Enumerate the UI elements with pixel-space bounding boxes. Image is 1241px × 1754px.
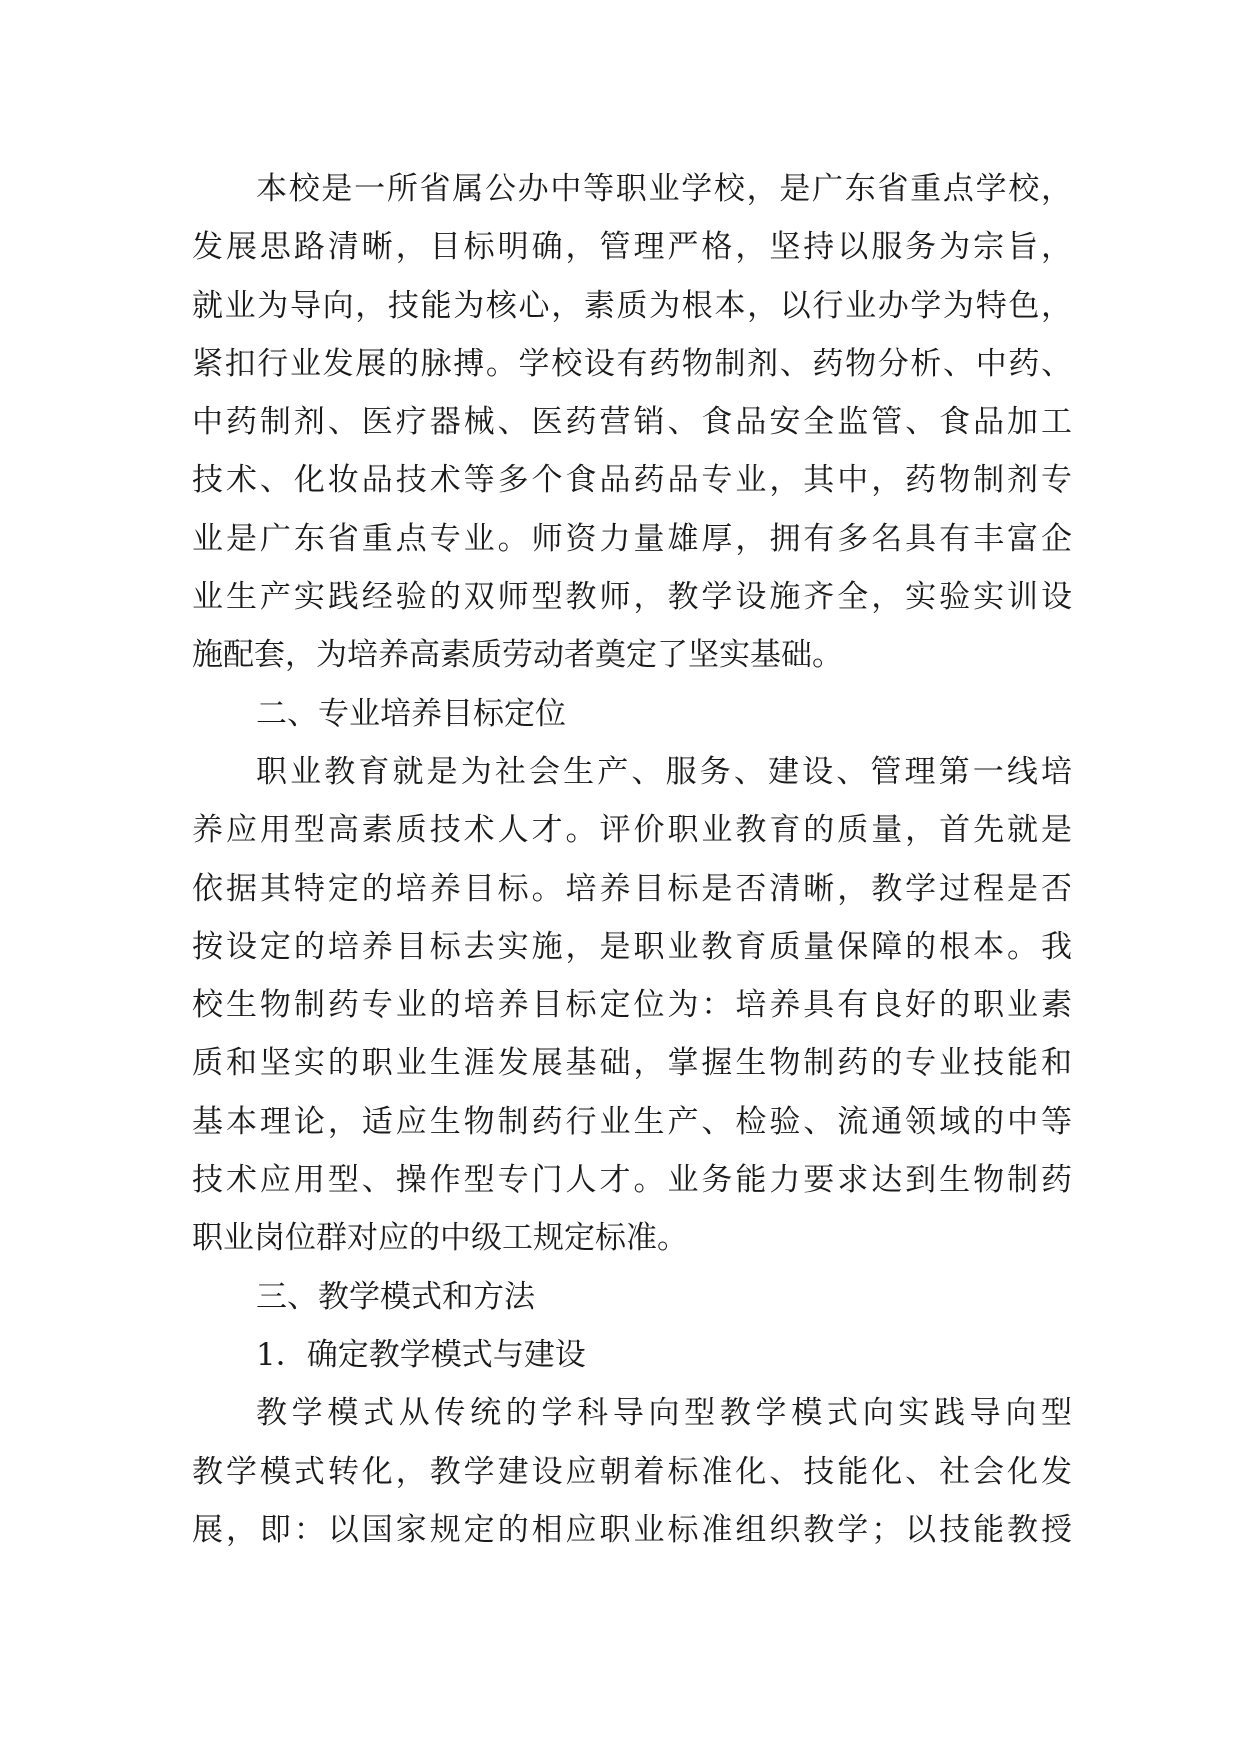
text-line: 质和坚实的职业生涯发展基础，掌握生物制药的专业技能和 [192, 1045, 1072, 1082]
text-line: 施配套，为培养高素质劳动者奠定了坚实基础。 [192, 637, 843, 674]
text-line: 本校是一所省属公办中等职业学校，是广东省重点学校， [256, 171, 1072, 207]
section-heading: 二、专业培养目标定位 [256, 695, 566, 732]
text-line: 技术、化妆品技术等多个食品药品专业，其中，药物制剂专 [192, 462, 1072, 499]
text-line: 教学模式转化，教学建设应朝着标准化、技能化、社会化发 [192, 1453, 1072, 1490]
text-line: 基本理论，适应生物制药行业生产、检验、流通领域的中等 [192, 1103, 1072, 1140]
text-line: 职业岗位群对应的中级工规定标准。 [192, 1220, 688, 1257]
text-line: 养应用型高素质技术人才。评价职业教育的质量，首先就是 [192, 812, 1072, 849]
subsection-heading: 1．确定教学模式与建设 [256, 1336, 586, 1373]
text-line: 业生产实践经验的双师型教师，教学设施齐全，实验实训设 [192, 579, 1072, 616]
text-line: 紧扣行业发展的脉搏。学校设有药物制剂、药物分析、中药、 [192, 345, 1072, 382]
text-line: 中药制剂、医疗器械、医药营销、食品安全监管、食品加工 [192, 404, 1072, 441]
document-body [192, 160, 1072, 1559]
text-line: 按设定的培养目标去实施，是职业教育质量保障的根本。我 [192, 928, 1072, 965]
text-line: 教学模式从传统的学科导向型教学模式向实践导向型 [256, 1395, 1072, 1432]
text-line: 展，即：以国家规定的相应职业标准组织教学；以技能教授 [192, 1511, 1072, 1548]
text-line: 就业为导向，技能为核心，素质为根本，以行业办学为特色， [192, 287, 1072, 324]
text-line: 技术应用型、操作型专门人才。业务能力要求达到生物制药 [192, 1162, 1072, 1199]
text-line: 职业教育就是为社会生产、服务、建设、管理第一线培 [256, 753, 1072, 790]
section-heading: 三、教学模式和方法 [256, 1278, 535, 1315]
text-line: 校生物制药专业的培养目标定位为：培养具有良好的职业素 [192, 987, 1072, 1024]
text-line: 发展思路清晰，目标明确，管理严格，坚持以服务为宗旨， [192, 229, 1072, 266]
text-line: 业是广东省重点专业。师资力量雄厚，拥有多名具有丰富企 [192, 520, 1072, 557]
text-line: 依据其特定的培养目标。培养目标是否清晰，教学过程是否 [192, 870, 1072, 907]
